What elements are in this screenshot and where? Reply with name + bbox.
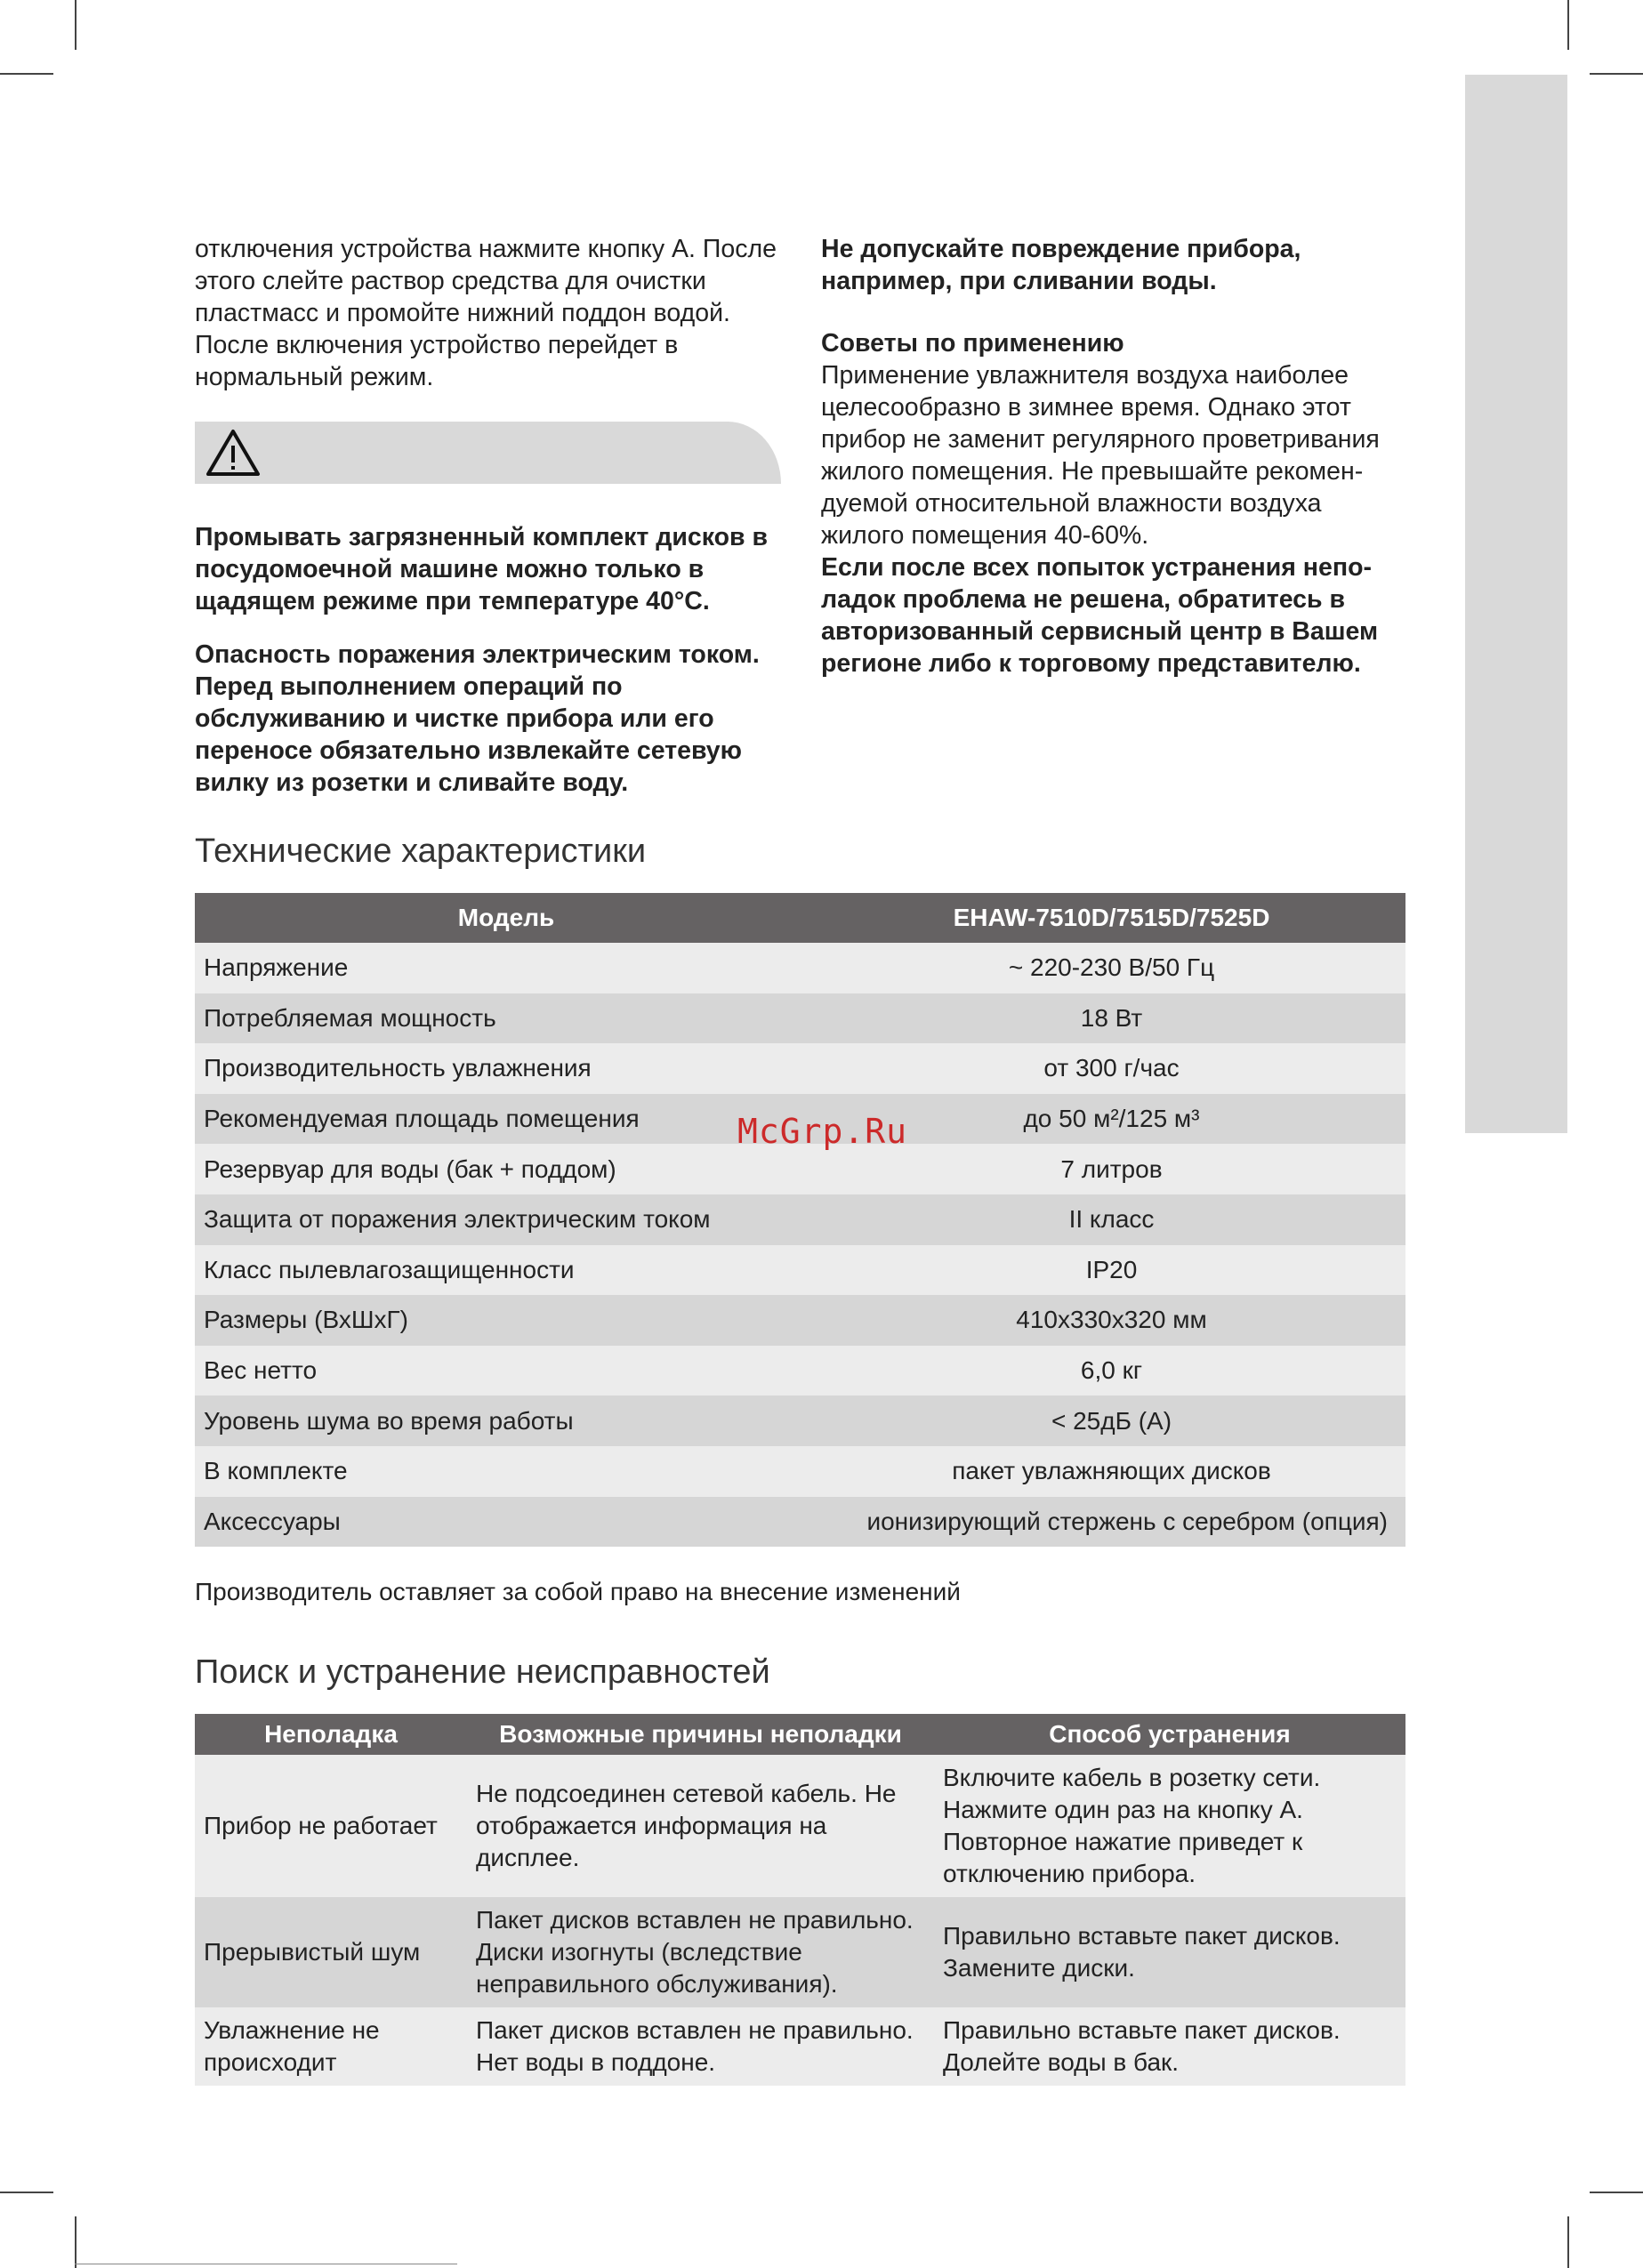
- crop-mark: [75, 2216, 77, 2268]
- troubleshooting-title: Поиск и устранение неисправностей: [195, 1653, 770, 1691]
- spec-label: Рекомендуемая площадь помещения: [195, 1094, 817, 1145]
- trouble-solution: Правильно вставьте пакет дисков. Долейте воды в бак.: [934, 2007, 1405, 2086]
- table-row: [195, 1245, 1405, 1296]
- spec-value: 7 литров: [817, 1144, 1405, 1194]
- spec-label: Резервуар для воды (бак + поддом): [195, 1144, 817, 1194]
- table-row: [195, 1043, 1405, 1094]
- spec-label: Аксессуары: [195, 1497, 817, 1548]
- crop-mark: [1567, 2216, 1569, 2268]
- table-row: [195, 1194, 1405, 1245]
- trouble-header-solution: Способ устранения: [934, 1714, 1405, 1755]
- spec-value: 410х330х320 мм: [817, 1295, 1405, 1346]
- crop-mark: [0, 2192, 53, 2193]
- table-row: [195, 2007, 1405, 2086]
- trouble-causes: Пакет дисков вставлен не правильно. Нет воды в поддоне.: [467, 2007, 934, 2086]
- left-column: [195, 233, 782, 393]
- crop-mark: [1567, 0, 1569, 50]
- crop-mark: [1590, 2192, 1643, 2193]
- specs-header-model: Модель: [195, 893, 817, 943]
- table-row: [195, 1446, 1405, 1497]
- spec-value: II класс: [817, 1194, 1405, 1245]
- spec-label: Размеры (ВхШхГ): [195, 1295, 817, 1346]
- spec-value: ионизирующий стержень с серебром (опция): [817, 1497, 1405, 1548]
- table-row: [195, 1755, 1405, 1897]
- warning-electric: Опасность поражения электрическим током. Перед выполнением операций по обслуживанию и чистке прибора или его переносе обязательно извлекайте сетевую вилку из розетки и сливайте воду.: [195, 640, 760, 797]
- table-row: [195, 1395, 1405, 1446]
- trouble-problem: Прерывистый шум: [195, 1897, 467, 2007]
- trouble-causes: Пакет дисков вставлен не правильно. Диски изогнуты (вследствие неправильного обслуживания).: [467, 1897, 934, 2007]
- trouble-causes: Не подсоединен сетевой кабель. Не отображается информация на дисплее.: [467, 1755, 934, 1897]
- tips-heading: Советы по применению: [821, 329, 1124, 358]
- crop-mark: [75, 0, 77, 50]
- left-warnings: [195, 521, 782, 799]
- side-tab: [1465, 75, 1567, 1133]
- crop-mark: [0, 73, 53, 75]
- spec-label: Защита от поражения электрическим током: [195, 1194, 817, 1245]
- trouble-problem: Увлажнение не происходит: [195, 2007, 467, 2086]
- spec-value: до 50 м²/125 м³: [817, 1094, 1405, 1145]
- spec-value: от 300 г/час: [817, 1043, 1405, 1094]
- specs-table: [195, 893, 1405, 1547]
- specs-title: Технические характеристики: [195, 832, 647, 870]
- specs-header-value: EHAW-7510D/7515D/7525D: [817, 893, 1405, 943]
- watermark: McGrp.Ru: [737, 1112, 908, 1151]
- spec-value: IP20: [817, 1245, 1405, 1296]
- spec-label: Производительность увлажнения: [195, 1043, 817, 1094]
- service-note: Если после всех попыток устранения непо-ладок проблема не решена, обратитесь в авторизованный сервисный центр в Вашем регионе либо к торговому представителю.: [821, 553, 1379, 678]
- spec-value: 18 Вт: [817, 993, 1405, 1044]
- table-row: [195, 993, 1405, 1044]
- warning-dishwasher: Промывать загрязненный комплект дисков в посудомоечной машине можно только в щадящем режиме при температуре 40°С.: [195, 523, 769, 615]
- trouble-problem: Прибор не работает: [195, 1755, 467, 1897]
- trouble-header-problem: Неполадка: [195, 1714, 467, 1755]
- trouble-header-row: [195, 1714, 1405, 1755]
- crop-mark: [1590, 73, 1643, 75]
- table-row: [195, 1144, 1405, 1194]
- spec-value: ~ 220-230 В/50 Гц: [817, 943, 1405, 993]
- spec-label: В комплекте: [195, 1446, 817, 1497]
- changes-note: Производитель оставляет за собой право на внесение изменений: [195, 1578, 961, 1605]
- tips-text: Применение увлажнителя воздуха наиболее целесообразно в зимнее время. Однако этот прибор не заменит регулярного проветривания жилого помещения. Не превышайте рекомен-дуемой относительной влажности воздуха жилого помещения 40-60%.: [821, 361, 1380, 550]
- spec-label: Потребляемая мощность: [195, 993, 817, 1044]
- right-column: [821, 233, 1408, 680]
- table-row: [195, 1897, 1405, 2007]
- trouble-solution: Включите кабель в розетку сети. Нажмите один раз на кнопку A. Повторное нажатие приведет к отключению прибора.: [934, 1755, 1405, 1897]
- spec-label: Класс пылевлагозащищенности: [195, 1245, 817, 1296]
- spec-label: Вес нетто: [195, 1346, 817, 1396]
- spec-label: Уровень шума во время работы: [195, 1395, 817, 1446]
- spec-value: 6,0 кг: [817, 1346, 1405, 1396]
- warning-triangle-icon: [205, 429, 261, 477]
- table-row: [195, 943, 1405, 993]
- table-row: [195, 1346, 1405, 1396]
- warning-damage: Не допускайте повреждение прибора, например, при сливании воды.: [821, 235, 1301, 295]
- table-row: [195, 1295, 1405, 1346]
- intro-text: отключения устройства нажмите кнопку A. После этого слейте раствор средства для очистки пластмасс и промойте нижний поддон водой. После включения устройство перейдет в нормальный режим.: [195, 235, 777, 391]
- troubleshooting-table: [195, 1714, 1405, 2086]
- table-row: [195, 1497, 1405, 1548]
- trouble-solution: Правильно вставьте пакет дисков. Замените диски.: [934, 1897, 1405, 2007]
- spec-label: Напряжение: [195, 943, 817, 993]
- spec-value: пакет увлажняющих дисков: [817, 1446, 1405, 1497]
- spec-value: < 25дБ (А): [817, 1395, 1405, 1446]
- warning-bar: [195, 422, 781, 484]
- trouble-header-causes: Возможные причины неполадки: [467, 1714, 934, 1755]
- specs-header-row: [195, 893, 1405, 943]
